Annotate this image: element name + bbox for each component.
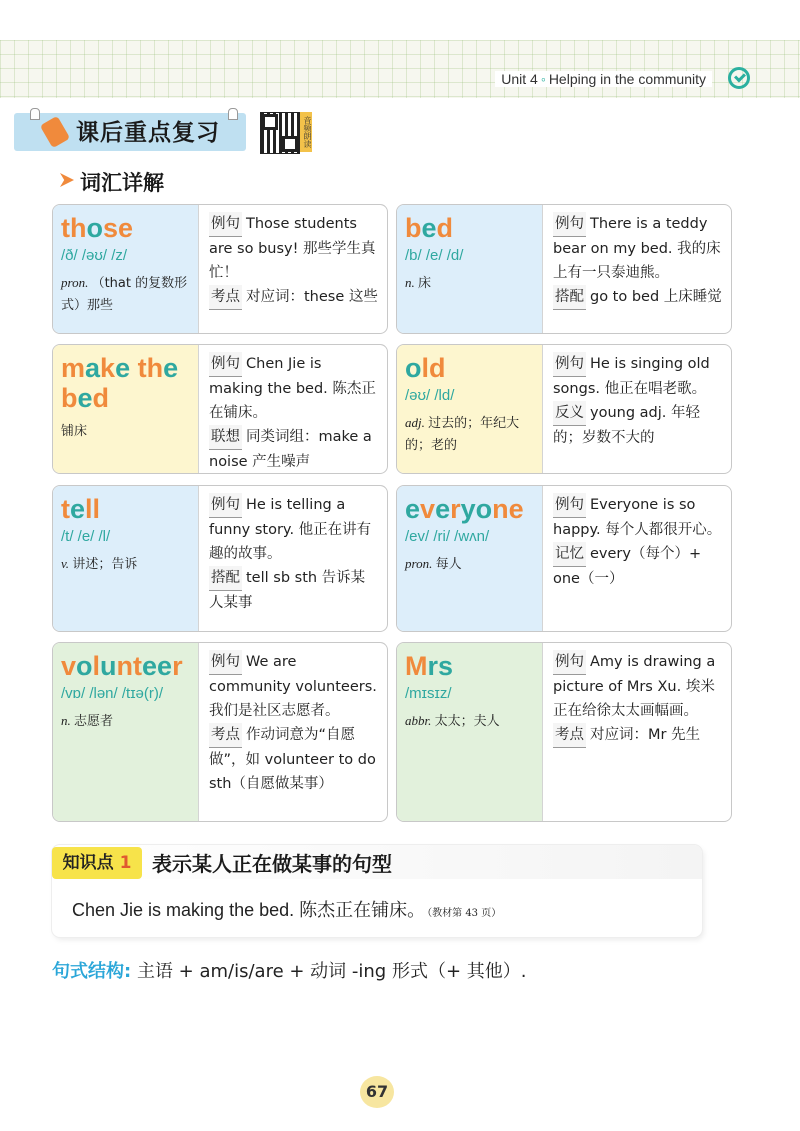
word-letter-group: o xyxy=(405,353,422,383)
vocab-gloss xyxy=(405,710,534,733)
word-letter-group: v xyxy=(420,494,436,524)
knowledge-point-label xyxy=(52,847,142,879)
word-letter-group: v xyxy=(61,651,77,681)
vocab-note-line xyxy=(553,212,723,285)
gloss-text: 太太；夫人 xyxy=(434,714,500,729)
vocab-phonetic: /vɒ/ /lən/ /tɪə(r)/ xyxy=(61,685,164,702)
vocab-card xyxy=(52,204,388,334)
vocab-card-word-panel xyxy=(53,486,198,631)
note-tag: 联想 xyxy=(209,425,242,450)
structure-text: 主语 + am/is/are + 动词 -ing 形式（+ 其他）. xyxy=(136,961,527,982)
page-number: 67 xyxy=(360,1076,394,1108)
note-text: go to bed 上床睡觉 xyxy=(590,289,722,305)
vocab-gloss xyxy=(405,553,534,576)
note-text: Everyone is so happy. 每个人都很开心。 xyxy=(553,497,722,538)
gloss-text: 过去的；年纪大的；老的 xyxy=(405,416,520,453)
note-tag: 考点 xyxy=(553,723,586,748)
vocab-gloss xyxy=(61,272,190,317)
unit-number: Unit 4 xyxy=(501,71,538,87)
vocab-gloss xyxy=(61,710,190,733)
part-of-speech: adj. xyxy=(405,415,429,430)
arrow-icon xyxy=(60,173,74,187)
gloss-text: 志愿者 xyxy=(74,714,114,729)
vocab-card-word-panel xyxy=(53,643,198,821)
vocab-card-notes xyxy=(198,643,387,821)
vocab-note-line xyxy=(209,212,379,285)
word-letter-group: o xyxy=(475,494,493,524)
vocab-gloss xyxy=(61,553,190,576)
note-tag: 例句 xyxy=(209,212,242,237)
vocab-word xyxy=(405,651,534,681)
note-text: every（每个）+ one（一） xyxy=(553,546,702,587)
note-tag: 例句 xyxy=(553,212,586,237)
word-letter-group: r xyxy=(450,494,461,524)
vocab-word xyxy=(405,494,534,524)
kp-textbook-ref: （教材第 43 页） xyxy=(427,908,502,919)
vocab-note-line xyxy=(553,352,723,401)
vocab-word xyxy=(61,494,190,524)
vocab-phonetic: /mɪsɪz/ xyxy=(405,685,452,702)
vocab-card-notes xyxy=(198,486,387,631)
vocab-note-line xyxy=(553,650,723,723)
vocab-card-word-panel xyxy=(397,486,542,631)
vocab-word xyxy=(61,353,190,413)
vocab-note-line xyxy=(209,566,379,615)
vocab-note-line xyxy=(209,723,379,796)
vocab-gloss xyxy=(405,272,534,295)
word-letter-group: l xyxy=(92,651,101,681)
vocab-card xyxy=(396,344,732,474)
note-tag: 搭配 xyxy=(209,566,242,591)
word-letter-group: th xyxy=(61,213,87,243)
word-letter-group: a xyxy=(85,353,101,383)
vocab-card-word-panel xyxy=(397,345,542,473)
word-letter-group: y xyxy=(460,494,476,524)
vocab-word xyxy=(61,213,190,243)
word-letter-group: o xyxy=(86,213,103,243)
note-text: 对应词：these 这些 xyxy=(246,289,378,305)
word-letter-group: e xyxy=(405,494,421,524)
note-text: 同类词组：make a noise 产生噪声 xyxy=(209,429,372,470)
note-text: Amy is drawing a picture of Mrs Xu. 埃米正在给徐太太画幅画。 xyxy=(553,654,716,719)
note-tag: 例句 xyxy=(209,650,242,675)
vocab-heading: 词汇详解 xyxy=(80,171,164,195)
word-letter-group: m xyxy=(61,353,86,383)
word-letter-group: e xyxy=(77,383,93,413)
unit-name: Helping in the community xyxy=(548,71,706,87)
vocab-card xyxy=(396,485,732,632)
word-letter-group: th xyxy=(130,353,164,383)
vocab-gloss xyxy=(405,412,534,457)
word-letter-group: nt xyxy=(116,651,143,681)
word-letter-group: u xyxy=(100,651,117,681)
word-letter-group: ee xyxy=(142,651,173,681)
vocab-card-notes xyxy=(542,345,731,473)
note-tag: 例句 xyxy=(553,352,586,377)
vocab-card-word-panel xyxy=(397,643,542,821)
vocab-phonetic: /ð/ /əʊ/ /z/ xyxy=(61,247,128,264)
vocab-card-notes xyxy=(542,205,731,333)
vocab-phonetic: /ev/ /ri/ /wʌn/ xyxy=(405,528,490,545)
note-text: young adj. 年轻的；岁数不大的 xyxy=(553,405,700,446)
word-letter-group: ld xyxy=(421,353,446,383)
vocab-card xyxy=(52,344,388,474)
vocab-card xyxy=(52,485,388,632)
part-of-speech: n. xyxy=(61,713,74,728)
word-letter-group: e xyxy=(435,494,451,524)
gloss-text: 讲述；告诉 xyxy=(72,557,138,572)
word-letter-group: se xyxy=(102,213,134,243)
note-tag: 考点 xyxy=(209,723,242,748)
vocab-note-line xyxy=(553,401,723,450)
note-tag: 搭配 xyxy=(553,285,586,310)
unit-separator: ◦ xyxy=(540,71,546,87)
pin-icon xyxy=(228,108,238,120)
qr-code-icon[interactable] xyxy=(260,112,300,154)
review-title: 课后重点复习 xyxy=(76,120,220,146)
note-text: tell sb sth 告诉某人某事 xyxy=(209,570,366,611)
note-tag: 考点 xyxy=(209,285,242,310)
structure-label: 句式结构: xyxy=(52,961,132,982)
vocab-phonetic: /t/ /e/ /l/ xyxy=(61,528,111,545)
vocab-card xyxy=(396,204,732,334)
word-letter-group: o xyxy=(76,651,93,681)
word-letter-group: M xyxy=(405,651,428,681)
kp-sentence-text: Chen Jie is making the bed. 陈杰正在铺床。 xyxy=(72,900,426,920)
vocab-note-line xyxy=(209,425,379,474)
knowledge-point-sentence xyxy=(72,896,501,922)
word-letter-group: b xyxy=(405,213,422,243)
note-tag: 记忆 xyxy=(553,542,586,567)
word-letter-group: e xyxy=(163,353,179,383)
note-text: There is a teddy bear on my bed. 我的床上有一只泰迪熊。 xyxy=(553,216,721,281)
vocab-note-line xyxy=(553,723,723,748)
note-text: Those students are so busy! 那些学生真忙！ xyxy=(209,216,376,281)
vocab-card-word-panel xyxy=(53,345,198,473)
part-of-speech: n. xyxy=(405,275,418,290)
vocab-card-notes xyxy=(198,205,387,333)
vocab-word xyxy=(61,651,190,681)
note-text: Chen Jie is making the bed. 陈杰正在铺床。 xyxy=(209,356,376,421)
word-letter-group: k xyxy=(100,353,116,383)
vocab-note-line xyxy=(209,650,379,723)
sentence-structure xyxy=(52,957,526,983)
note-tag: 例句 xyxy=(553,650,586,675)
vocab-card-notes xyxy=(542,643,731,821)
kp-label-text: 知识点 xyxy=(62,853,114,873)
note-tag: 例句 xyxy=(209,352,242,377)
vocab-note-line xyxy=(209,285,379,310)
part-of-speech: pron. xyxy=(61,275,92,290)
vocab-card xyxy=(396,642,732,822)
note-text: We are community volunteers. 我们是社区志愿者。 xyxy=(209,654,377,719)
vocab-note-line xyxy=(209,493,379,566)
part-of-speech: abbr. xyxy=(405,713,435,728)
word-letter-group: r xyxy=(172,651,183,681)
gloss-text: 每人 xyxy=(435,557,462,572)
note-text: 对应词：Mr 先生 xyxy=(590,727,701,743)
vocab-note-line xyxy=(553,285,723,310)
note-text: He is telling a funny story. 他正在讲有趣的故事。 xyxy=(209,497,372,562)
part-of-speech: v. xyxy=(61,556,73,571)
word-letter-group: d xyxy=(92,383,110,413)
vocab-gloss xyxy=(61,421,190,443)
header-grid-band xyxy=(0,40,800,98)
vocab-phonetic: /b/ /e/ /d/ xyxy=(405,247,464,264)
kp-number: 1 xyxy=(119,853,132,873)
note-tag: 反义 xyxy=(553,401,586,426)
note-text: 作动词意为“自愿做”，如 volunteer to do sth（自愿做某事） xyxy=(209,727,376,792)
unit-title xyxy=(495,71,712,87)
vocab-card xyxy=(52,642,388,822)
vocab-word xyxy=(405,353,534,383)
part-of-speech: pron. xyxy=(405,556,436,571)
gloss-text: 铺床 xyxy=(61,424,88,439)
vocab-note-line xyxy=(553,542,723,591)
word-letter-group: t xyxy=(61,494,70,524)
pin-icon xyxy=(30,108,40,120)
word-letter-group: e xyxy=(115,353,131,383)
vocab-card-notes xyxy=(542,486,731,631)
note-text: He is singing old songs. 他正在唱老歌。 xyxy=(553,356,710,397)
note-tag: 例句 xyxy=(553,493,586,518)
gloss-text: 床 xyxy=(418,276,432,291)
vocab-card-word-panel xyxy=(397,205,542,333)
word-letter-group: b xyxy=(61,383,78,413)
word-letter-group: d xyxy=(436,213,454,243)
note-tag: 例句 xyxy=(209,493,242,518)
vocab-phonetic: /əʊ/ /ld/ xyxy=(405,387,455,404)
vocab-card-word-panel xyxy=(53,205,198,333)
word-letter-group: ll xyxy=(85,494,101,524)
vocab-note-line xyxy=(209,352,379,425)
vocab-card-notes xyxy=(198,345,387,473)
qr-audio-tag: 音频朗读 xyxy=(300,112,312,152)
vocab-word xyxy=(405,213,534,243)
word-letter-group: rs xyxy=(427,651,454,681)
word-letter-group: e xyxy=(421,213,437,243)
check-circle-icon xyxy=(728,67,750,89)
word-letter-group: e xyxy=(70,494,86,524)
vocab-note-line xyxy=(553,493,723,542)
word-letter-group: ne xyxy=(492,494,524,524)
knowledge-point-title: 表示某人正在做某事的句型 xyxy=(152,852,392,876)
gloss-text: （that 的复数形式）那些 xyxy=(61,276,188,313)
